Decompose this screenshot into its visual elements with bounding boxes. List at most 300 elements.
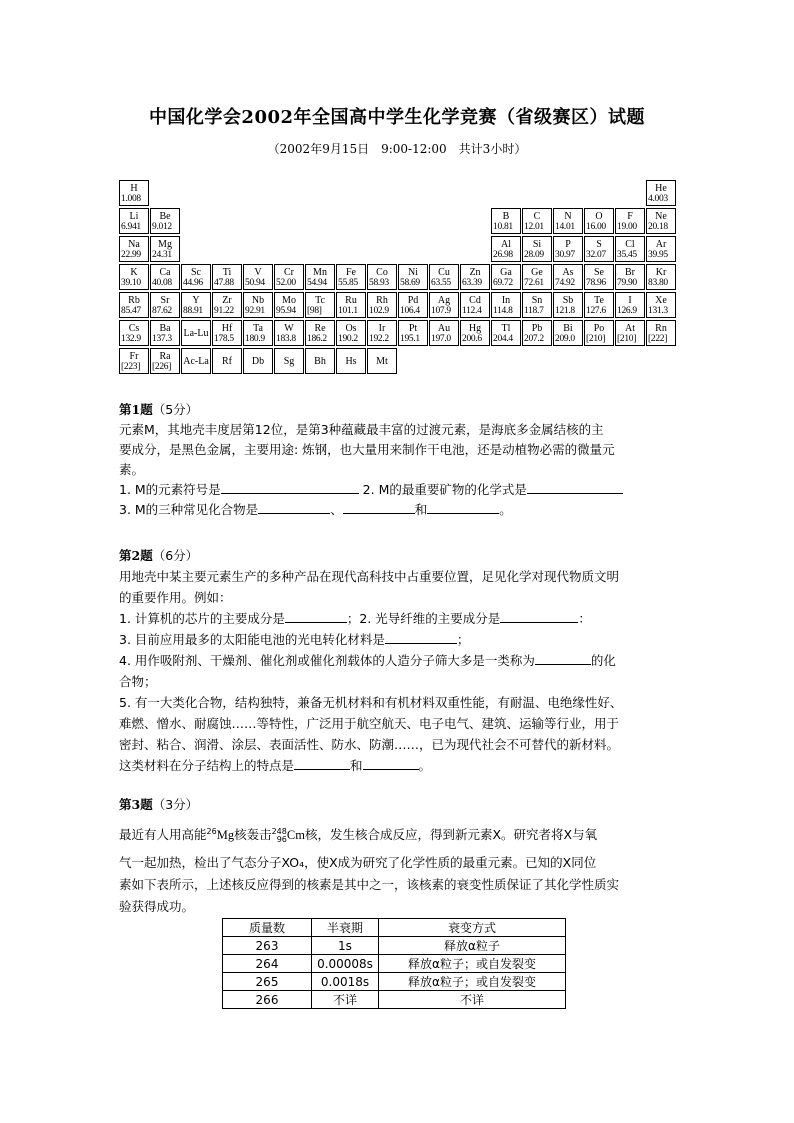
element-cell-sc — [181, 264, 211, 290]
element-atomic-mass: 63.55 — [431, 278, 451, 288]
element-symbol: In — [501, 295, 511, 306]
cell-mass-number: 263 — [223, 937, 312, 955]
cell-half-life: 1s — [312, 937, 379, 955]
element-atomic-mass: 10.81 — [493, 222, 513, 232]
element-cell-cl — [615, 236, 645, 262]
element-symbol: Rh — [376, 295, 388, 306]
element-cell-la-lu — [181, 320, 211, 346]
element-symbol: Br — [625, 267, 635, 278]
element-atomic-mass: 106.4 — [400, 306, 420, 316]
element-cell-ru — [336, 292, 366, 318]
element-atomic-mass: 91.22 — [214, 306, 234, 316]
element-symbol: Db — [251, 356, 265, 367]
q2-item5-line: 密封、粘合、润滑、涂层、表面活性、防水、防潮……，已为现代社会不可替代的新材料。 — [119, 737, 620, 752]
element-cell-zr — [212, 292, 242, 318]
element-symbol: Ac-La — [183, 356, 209, 367]
element-cell-br — [615, 264, 645, 290]
element-cell-tl — [491, 320, 521, 346]
question-1-text-line: 素。 — [119, 462, 145, 477]
element-symbol: Tl — [501, 323, 511, 334]
element-cell-n — [553, 208, 583, 234]
element-cell-ti — [212, 264, 242, 290]
q2-item3-end: ； — [456, 632, 470, 647]
element-symbol: Sn — [531, 295, 543, 306]
element-symbol: Au — [437, 323, 451, 334]
question-1-score: （5分） — [152, 402, 199, 417]
q2-item4-continuation: 合物； — [119, 674, 157, 689]
q2-item5-label: 这类材料在分子结构上的特点是 — [119, 758, 295, 773]
q1-item3-label: 3. M的三种常见化合物是 — [119, 502, 259, 517]
element-atomic-mass: 131.3 — [648, 306, 668, 316]
element-cell-v — [243, 264, 273, 290]
question-2-heading: 第2题 — [119, 548, 153, 563]
element-symbol: Cs — [128, 323, 140, 334]
element-cell-re — [305, 320, 335, 346]
element-atomic-mass: 95.94 — [276, 306, 296, 316]
element-cell-in — [491, 292, 521, 318]
element-symbol: Ag — [437, 295, 451, 306]
element-cell-na — [119, 236, 149, 262]
element-cell-he — [646, 180, 676, 206]
element-cell-ir — [367, 320, 397, 346]
element-cell-ni — [398, 264, 428, 290]
element-atomic-mass: 79.90 — [617, 278, 637, 288]
element-symbol: Mg — [158, 239, 172, 250]
element-symbol: O — [595, 211, 603, 222]
element-atomic-mass: [98] — [307, 306, 322, 316]
element-symbol: Al — [501, 239, 511, 250]
element-atomic-mass: 54.94 — [307, 278, 327, 288]
q2-item4-label: 4. 用作吸附剂、干燥剂、催化剂或催化剂载体的人造分子筛大多是一类称为 — [119, 653, 535, 668]
q2-item4-suffix: 的化 — [590, 653, 616, 668]
element-symbol: Ti — [222, 267, 232, 278]
cell-decay-mode: 释放α粒子；或自发裂变 — [379, 973, 566, 991]
q2-answer-blank-2[interactable] — [500, 609, 578, 623]
element-atomic-mass: 197.0 — [431, 334, 451, 344]
element-atomic-mass: [223] — [121, 362, 141, 372]
element-cell-ne — [646, 208, 676, 234]
header-half-life: 半衰期 — [312, 919, 379, 937]
q2-item3-label: 3. 目前应用最多的太阳能电池的光电转化材料是 — [119, 632, 385, 647]
q1-answer-blank-1[interactable] — [221, 480, 359, 494]
element-symbol: Rb — [128, 295, 140, 306]
element-atomic-mass: 9.012 — [152, 222, 172, 232]
question-3-score: （3分） — [152, 797, 199, 812]
question-1 — [119, 400, 681, 520]
q3-text: 核，发生核合成反应，得到新元素X。研究者将X与氧 — [304, 827, 598, 843]
element-cell-nb — [243, 292, 273, 318]
element-atomic-mass: 101.1 — [338, 306, 358, 316]
element-atomic-mass: 121.8 — [555, 306, 575, 316]
q2-answer-blank-3[interactable] — [385, 630, 457, 644]
element-atomic-mass: 55.85 — [338, 278, 358, 288]
element-cell-ta — [243, 320, 273, 346]
element-symbol: Cl — [625, 239, 635, 250]
element-symbol: N — [564, 211, 572, 222]
element-cell-co — [367, 264, 397, 290]
element-symbol: Zn — [469, 267, 481, 278]
table-row — [223, 991, 566, 1009]
element-symbol: Ge — [531, 267, 543, 278]
element-cell-b — [491, 208, 521, 234]
element-symbol: F — [627, 211, 633, 222]
element-symbol: Mt — [376, 356, 388, 367]
element-atomic-mass: 102.9 — [369, 306, 389, 316]
element-cell-mt — [367, 348, 397, 374]
element-atomic-mass: 16.00 — [586, 222, 606, 232]
element-cell-si — [522, 236, 552, 262]
element-symbol: Rn — [655, 323, 667, 334]
element-cell-p — [553, 236, 583, 262]
element-symbol: Ba — [159, 323, 171, 334]
element-atomic-mass: 58.93 — [369, 278, 389, 288]
element-cell-at — [615, 320, 645, 346]
element-atomic-mass: 207.2 — [524, 334, 544, 344]
element-atomic-mass: [222] — [648, 334, 668, 344]
element-cell-c — [522, 208, 552, 234]
element-atomic-mass: 204.4 — [493, 334, 513, 344]
element-symbol: Ru — [345, 295, 357, 306]
element-cell-fr — [119, 348, 149, 374]
q2-answer-blank-4[interactable] — [535, 651, 591, 665]
element-cell-hf — [212, 320, 242, 346]
cm-atomic-number: 96 — [276, 834, 287, 844]
element-atomic-mass: 85.47 — [121, 306, 141, 316]
element-atomic-mass: [210] — [586, 334, 606, 344]
q1-separator: 、 — [330, 502, 343, 517]
element-cell-h — [119, 180, 149, 206]
element-symbol: Zr — [222, 295, 232, 306]
element-atomic-mass: 40.08 — [152, 278, 172, 288]
cm-symbol: Cm — [286, 828, 305, 843]
element-symbol: I — [628, 295, 632, 306]
element-symbol: Ne — [655, 211, 667, 222]
q2-item1-label: 1. 计算机的芯片的主要成分是 — [119, 611, 285, 626]
question-1-items-line — [119, 500, 681, 520]
element-cell-rn — [646, 320, 676, 346]
element-atomic-mass: 50.94 — [245, 278, 265, 288]
table-row — [223, 955, 566, 973]
question-1-items-line — [119, 480, 681, 500]
element-symbol: Cr — [284, 267, 294, 278]
q1-item2-label: 2. M的最重要矿物的化学式是 — [362, 482, 527, 497]
element-atomic-mass: 4.003 — [648, 194, 668, 204]
element-atomic-mass: 12.01 — [524, 222, 544, 232]
element-atomic-mass: 19.00 — [617, 222, 637, 232]
element-symbol: Cd — [469, 295, 481, 306]
element-atomic-mass: 20.18 — [648, 222, 668, 232]
element-symbol: Fr — [129, 351, 139, 362]
table-row — [223, 973, 566, 991]
element-cell-ca — [150, 264, 180, 290]
q2-answer-blank-5[interactable] — [294, 756, 350, 770]
element-symbol: Os — [345, 323, 357, 334]
element-cell-as — [553, 264, 583, 290]
element-symbol: Re — [314, 323, 326, 334]
element-symbol: Sr — [160, 295, 170, 306]
element-cell-hg — [460, 320, 490, 346]
element-atomic-mass: 1.008 — [121, 194, 141, 204]
q1-answer-blank-2[interactable] — [527, 480, 623, 494]
cell-mass-number: 266 — [223, 991, 312, 1009]
element-atomic-mass: [226] — [152, 362, 172, 372]
element-symbol: H — [130, 183, 138, 194]
element-symbol: As — [562, 267, 574, 278]
element-symbol: Tc — [315, 295, 325, 306]
mg-mass-number: 26 — [206, 827, 217, 836]
element-symbol: Kr — [655, 267, 667, 278]
cell-mass-number: 264 — [223, 955, 312, 973]
element-atomic-mass: 83.80 — [648, 278, 668, 288]
page-title: 中国化学会2002年全国高中学生化学竞赛（省级赛区）试题 — [148, 107, 646, 128]
question-3-heading: 第3题 — [119, 797, 153, 812]
element-cell-zn — [460, 264, 490, 290]
q2-period: 。 — [418, 758, 432, 773]
element-atomic-mass: 195.1 — [400, 334, 420, 344]
element-symbol: Pb — [531, 323, 543, 334]
element-cell-li — [119, 208, 149, 234]
element-symbol: Te — [594, 295, 604, 306]
element-cell-tc — [305, 292, 335, 318]
q3-text-line: 素如下表所示，上述核反应得到的核素是其中之一，该核素的衰变性质保证了其化学性质实 — [119, 877, 620, 893]
element-atomic-mass: 26.98 — [493, 250, 513, 260]
question-2-text-line: 用地壳中某主要元素生产的多种产品在现代高科技中占重要位置，足见化学对现代物质文明 — [119, 569, 620, 584]
element-symbol: Ni — [408, 267, 418, 278]
element-atomic-mass: 92.91 — [245, 306, 265, 316]
element-cell-be — [150, 208, 180, 234]
element-symbol: Ra — [159, 351, 171, 362]
cm-nuclide-numbers — [272, 828, 287, 844]
element-cell-mo — [274, 292, 304, 318]
question-2-text-line: 的重要作用。例如： — [119, 590, 232, 605]
element-atomic-mass: 186.2 — [307, 334, 327, 344]
element-cell-y — [181, 292, 211, 318]
element-cell-sb — [553, 292, 583, 318]
element-symbol: S — [596, 239, 602, 250]
q1-answer-blank-5[interactable] — [427, 500, 499, 514]
element-cell-fe — [336, 264, 366, 290]
element-symbol: Pd — [407, 295, 419, 306]
element-cell-rf — [212, 348, 242, 374]
element-cell-sg — [274, 348, 304, 374]
q3-text: 最近有人用高能 — [119, 827, 207, 843]
element-atomic-mass: 87.62 — [152, 306, 172, 316]
cell-half-life: 0.0018s — [312, 973, 379, 991]
element-symbol: Ca — [159, 267, 171, 278]
element-atomic-mass: 78.96 — [586, 278, 606, 288]
element-symbol: Mn — [313, 267, 327, 278]
q3-text: 核轰击 — [234, 827, 272, 843]
element-cell-au — [429, 320, 459, 346]
element-cell-cd — [460, 292, 490, 318]
element-symbol: Ga — [500, 267, 512, 278]
q3-text-line: 气一起加热，检出了气态分子XO₄，使X成为研究了化学性质的最重元素。已知的X同位 — [119, 855, 597, 871]
element-symbol: Si — [532, 239, 542, 250]
isotope-table-header — [223, 919, 566, 937]
element-atomic-mass: 112.4 — [462, 306, 482, 316]
element-cell-hs — [336, 348, 366, 374]
element-symbol: Sb — [562, 295, 574, 306]
element-cell-cs — [119, 320, 149, 346]
question-1-text-line: 元素M，其地壳丰度居第12位，是第3种蕴藏最丰富的过渡元素，是海底多金属结核的主 — [119, 422, 604, 437]
element-atomic-mass: 39.10 — [121, 278, 141, 288]
mg-symbol: Mg — [216, 828, 235, 843]
header-decay-mode: 衰变方式 — [379, 919, 566, 937]
element-symbol: Co — [376, 267, 388, 278]
q3-text-line: 验获得成功。 — [119, 899, 195, 915]
element-atomic-mass: 47.88 — [214, 278, 234, 288]
element-atomic-mass: 44.96 — [183, 278, 203, 288]
element-cell-se — [584, 264, 614, 290]
q1-item1-label: 1. M的元素符号是 — [119, 482, 221, 497]
element-cell-o — [584, 208, 614, 234]
element-symbol: At — [625, 323, 635, 334]
element-cell-w — [274, 320, 304, 346]
element-cell-cr — [274, 264, 304, 290]
element-symbol: Na — [128, 239, 140, 250]
element-symbol: Ir — [378, 323, 386, 334]
q1-and: 和 — [414, 502, 428, 517]
element-cell-sr — [150, 292, 180, 318]
cell-decay-mode: 释放α粒子；或自发裂变 — [379, 955, 566, 973]
element-symbol: Ta — [253, 323, 263, 334]
element-atomic-mass: 180.9 — [245, 334, 265, 344]
element-symbol: Fe — [346, 267, 356, 278]
cm-mass-number: 248 — [271, 826, 287, 836]
element-atomic-mass: 127.6 — [586, 306, 606, 316]
element-symbol: Hg — [468, 323, 482, 334]
element-cell-f — [615, 208, 645, 234]
element-cell-ag — [429, 292, 459, 318]
element-cell-mg — [150, 236, 180, 262]
element-atomic-mass: 192.2 — [369, 334, 389, 344]
q2-and: 和 — [350, 758, 363, 773]
element-cell-db — [243, 348, 273, 374]
element-symbol: Bi — [563, 323, 573, 334]
element-cell-kr — [646, 264, 676, 290]
cell-decay-mode: 释放α粒子 — [379, 937, 566, 955]
q2-item2-label: ；2. 光导纤维的主要成分是 — [346, 611, 501, 626]
q1-answer-blank-3[interactable] — [258, 500, 330, 514]
element-symbol: B — [502, 211, 510, 222]
element-atomic-mass: 63.39 — [462, 278, 482, 288]
element-cell-rh — [367, 292, 397, 318]
element-cell-ar — [646, 236, 676, 262]
element-symbol: Cu — [438, 267, 450, 278]
q2-item2-end: ： — [578, 611, 591, 626]
element-symbol: W — [284, 323, 294, 334]
element-cell-k — [119, 264, 149, 290]
element-atomic-mass: 35.45 — [617, 250, 637, 260]
element-symbol: Rf — [222, 356, 232, 367]
element-atomic-mass: 39.95 — [648, 250, 668, 260]
element-cell-rb — [119, 292, 149, 318]
element-cell-mn — [305, 264, 335, 290]
element-symbol: P — [565, 239, 571, 250]
element-cell-te — [584, 292, 614, 318]
element-atomic-mass: 69.72 — [493, 278, 513, 288]
element-cell-bh — [305, 348, 335, 374]
element-cell-s — [584, 236, 614, 262]
header-mass-number: 质量数 — [223, 919, 312, 937]
element-cell-al — [491, 236, 521, 262]
q2-answer-blank-6[interactable] — [363, 756, 419, 770]
element-symbol: He — [655, 183, 667, 194]
element-atomic-mass: 190.2 — [338, 334, 358, 344]
element-symbol: Hf — [221, 323, 233, 334]
element-cell-pd — [398, 292, 428, 318]
q1-answer-blank-4[interactable] — [343, 500, 415, 514]
element-atomic-mass: 6.941 — [121, 222, 141, 232]
question-2-score: （6分） — [152, 548, 199, 563]
element-cell-i — [615, 292, 645, 318]
element-symbol: Pt — [408, 323, 418, 334]
exam-time: （2002年9月15日 9:00-12:00 共计3小时） — [267, 142, 527, 156]
element-symbol: C — [533, 211, 541, 222]
element-atomic-mass: 118.7 — [524, 306, 544, 316]
element-atomic-mass: [210] — [617, 334, 637, 344]
element-cell-sn — [522, 292, 552, 318]
element-atomic-mass: 132.9 — [121, 334, 141, 344]
element-atomic-mass: 209.0 — [555, 334, 575, 344]
element-atomic-mass: 52.00 — [276, 278, 296, 288]
element-atomic-mass: 28.09 — [524, 250, 544, 260]
element-atomic-mass: 114.8 — [493, 306, 513, 316]
element-atomic-mass: 24.31 — [152, 250, 172, 260]
element-symbol: Ar — [655, 239, 667, 250]
element-symbol: Hs — [345, 356, 357, 367]
element-cell-ac-la — [181, 348, 211, 374]
element-cell-xe — [646, 292, 676, 318]
q2-answer-blank-1[interactable] — [285, 609, 347, 623]
element-cell-cu — [429, 264, 459, 290]
question-1-heading: 第1题 — [119, 402, 153, 417]
element-atomic-mass: 183.8 — [276, 334, 296, 344]
question-2 — [119, 545, 681, 776]
cell-mass-number: 265 — [223, 973, 312, 991]
element-symbol: K — [130, 267, 138, 278]
element-cell-pb — [522, 320, 552, 346]
element-symbol: Nb — [251, 295, 265, 306]
element-symbol: Se — [594, 267, 604, 278]
element-symbol: Y — [192, 295, 200, 306]
periodic-table — [119, 180, 677, 378]
element-cell-ra — [150, 348, 180, 374]
cell-half-life: 0.00008s — [312, 955, 379, 973]
element-symbol: Bh — [314, 356, 326, 367]
element-atomic-mass: 126.9 — [617, 306, 637, 316]
element-cell-ba — [150, 320, 180, 346]
element-symbol: Li — [129, 211, 139, 222]
element-cell-pt — [398, 320, 428, 346]
element-symbol: Sg — [283, 356, 295, 367]
table-row — [223, 937, 566, 955]
cell-half-life: 不详 — [312, 991, 379, 1009]
question-3 — [119, 795, 681, 918]
element-cell-po — [584, 320, 614, 346]
element-atomic-mass: 107.9 — [431, 306, 451, 316]
element-symbol: Xe — [655, 295, 667, 306]
element-atomic-mass: 178.5 — [214, 334, 234, 344]
element-cell-ga — [491, 264, 521, 290]
element-symbol: Sc — [191, 267, 201, 278]
element-symbol: La-Lu — [183, 328, 209, 339]
question-1-text-line: 要成分，是黑色金属，主要用途: 炼钢，也大量用来制作干电池，还是动植物必需的微量元 — [119, 442, 615, 457]
element-symbol: Be — [159, 211, 171, 222]
element-atomic-mass: 200.6 — [462, 334, 482, 344]
q1-period: 。 — [499, 502, 512, 517]
element-atomic-mass: 58.69 — [400, 278, 420, 288]
